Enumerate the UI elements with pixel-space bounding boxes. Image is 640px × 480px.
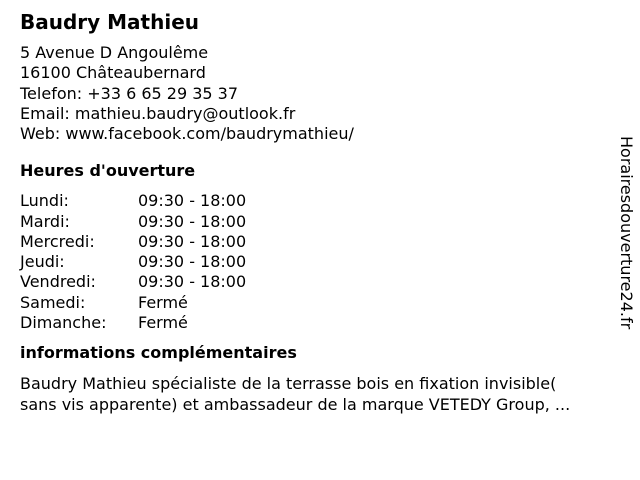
hours-heading: Heures d'ouverture [20,161,196,181]
extra-info-line-1: Baudry Mathieu spécialiste de la terrasse bois en fixation invisible( [20,373,557,393]
extra-info-heading: informations complémentaires [20,342,297,362]
extra-info-line-2: sans vis apparente) et ambassadeur de la marque VETEDY Group, ... [20,394,571,414]
hours-row-saturday [20,293,610,313]
time-value: Fermé [138,292,188,312]
phone-line: Telefon: +33 6 65 29 35 37 [20,83,239,103]
address-city: 16100 Châteaubernard [20,63,206,83]
hours-row-wednesday [20,232,610,252]
hours-table [20,191,610,332]
hours-row-friday [20,272,610,292]
business-card [20,9,610,415]
website-line: Web: www.facebook.com/baudrymathieu/ [20,124,354,144]
day-label: Lundi: [20,191,69,211]
day-label: Mercredi: [20,231,95,251]
site-watermark: Horairesdouverture24.fr [617,136,636,330]
hours-row-tuesday [20,212,610,232]
time-value: 09:30 - 18:00 [138,272,247,292]
day-label: Jeudi: [20,252,65,272]
hours-row-sunday [20,313,610,333]
address-street: 5 Avenue D Angoulême [20,43,209,62]
day-label: Dimanche: [20,312,107,332]
time-value: 09:30 - 18:00 [138,211,247,231]
time-value: 09:30 - 18:00 [138,252,247,272]
hours-row-monday [20,191,610,211]
day-label: Mardi: [20,211,70,231]
time-value: Fermé [138,312,188,332]
business-name: Baudry Mathieu [20,10,200,34]
hours-row-thursday [20,252,610,272]
time-value: 09:30 - 18:00 [138,191,247,211]
day-label: Vendredi: [20,272,96,292]
email-line: Email: mathieu.baudry@outlook.fr [20,103,296,123]
day-label: Samedi: [20,292,86,312]
time-value: 09:30 - 18:00 [138,231,247,251]
